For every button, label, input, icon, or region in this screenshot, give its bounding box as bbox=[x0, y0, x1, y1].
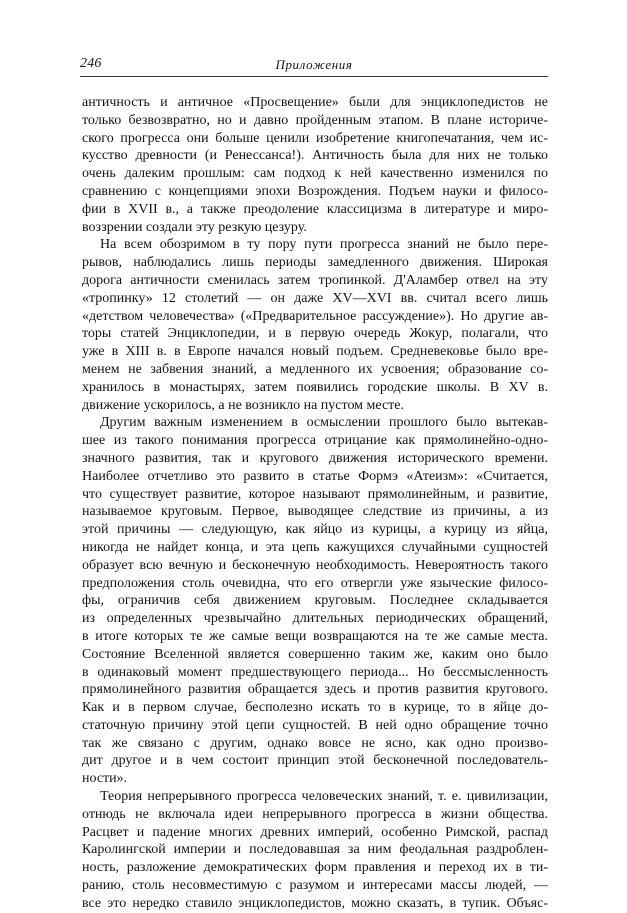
page-number: 246 bbox=[80, 56, 102, 71]
text-line: «тропинку» 12 столетий — он даже XV—XVI вв. считал всего лишь bbox=[82, 290, 548, 306]
text-line: Другим важным изменением в осмыслении прошлого было вытекав- bbox=[100, 415, 548, 431]
text-line: кусство древности (и Ренессанса!). Античность была для них не только bbox=[82, 148, 548, 164]
header-rule bbox=[80, 76, 548, 77]
text-line: в итоге которых те же самые вещи возвращаются на те же самые места. bbox=[82, 628, 548, 644]
text-line: рывов, наблюдались лишь периоды замедленного движения. Широкая bbox=[82, 255, 548, 271]
text-line: только безвозвратно, но и давно пройденным этапом. В плане историче- bbox=[82, 112, 548, 128]
text-line: воззрении создали эту резкую цезуру. bbox=[82, 219, 307, 235]
text-line: Расцвет и падение многих древних империй, особенно Римской, распад bbox=[82, 824, 548, 840]
text-line: сравнению с концепциями эпохи Возрождения. Подъем науки и филосо- bbox=[82, 183, 548, 199]
text-line: в одинаковый момент предшествующего периода... Но бессмысленность bbox=[82, 664, 548, 680]
text-line: называемое круговым. Первое, выводящее следствие из причины, а из bbox=[82, 504, 548, 520]
text-line: отнюдь не включала идеи непрерывного прогресса в жизни общества. bbox=[82, 806, 548, 822]
section-title: Приложения bbox=[275, 57, 353, 72]
text-line: фы, ограничив себя движением круговым. Последнее складывается bbox=[82, 593, 548, 609]
text-line: «детством человечества» («Предварительное рассуждение»). Но другие ав- bbox=[82, 308, 548, 324]
text-line: никогда не найдет конца, и эта цепь кажущихся случайными сущностей bbox=[82, 539, 548, 555]
text-line: Состояние Вселенной является совершенно таким же, каким оно было bbox=[82, 646, 548, 662]
text-line: этой причины — следующую, как яйцо из курицы, а курицу из яйца, bbox=[82, 522, 548, 538]
text-line: Как и в первом случае, бесполезно искать то в курице, то в яйце до- bbox=[82, 700, 548, 716]
text-line: образует всю вечную и бесконечную необходимость. Невероятность такого bbox=[82, 557, 548, 573]
text-line: из определенных чрезвычайно длительных периодических обращений, bbox=[82, 611, 548, 627]
text-line: уже в XIII в. в Европе начался новый подъем. Средневековье было вре- bbox=[82, 344, 548, 360]
text-line: Каролингской империи и последовавшая за ним феодальная раздроблен- bbox=[82, 842, 548, 858]
text-line: хранилось в монастырях, затем появились городские школы. В XV в. bbox=[82, 379, 548, 395]
text-line: фии в XVII в., а также преодоление классицизма в литературе и миро- bbox=[82, 201, 548, 217]
text-line: все это нередко ставило энциклопедистов, можно сказать, в тупик. Объяс- bbox=[82, 895, 548, 911]
text-line: дит другое и в чем состоит принцип этой бесконечной последователь- bbox=[82, 753, 548, 769]
text-line: ность, разложение демократических форм правления и переход их в ти- bbox=[82, 860, 548, 876]
text-line: значного развития, так и кругового движения исторического времени. bbox=[82, 450, 548, 466]
text-line: шее из такого понимания прогресса отрицание как прямолинейно-одно- bbox=[82, 433, 548, 449]
text-line: очень далеким прошлым: сам подход к ней качественно изменился по bbox=[82, 166, 548, 182]
text-line: прямолинейного развития обращается здесь и против развития кругового. bbox=[82, 682, 548, 698]
text-line: ского прогресса они больше ценили изобретение книгопечатания, чем ис- bbox=[82, 130, 548, 146]
text-line: ранию, столь несовместимую с разумом и интересами массы людей, — bbox=[82, 878, 548, 894]
text-line: движение ускорилось, а не возникло на пустом месте. bbox=[82, 397, 404, 413]
text-line: дорога античности сменилась затем тропинкой. Д'Аламбер отвел на эту bbox=[82, 272, 548, 288]
text-line: Наиболее отчетливо это развито в статье Формэ «Атеизм»: «Считается, bbox=[82, 468, 548, 484]
text-line: предположения столь очевидна, что его отвергли уже языческие филосо- bbox=[82, 575, 548, 591]
text-line: ности». bbox=[82, 771, 128, 787]
running-head bbox=[80, 56, 548, 74]
text-line: статочную причину этой цепи сущностей. В ней одно обращение точно bbox=[82, 717, 548, 733]
text-line: что существует развитие, которое называют прямолинейным, и развитие, bbox=[82, 486, 548, 502]
body-text bbox=[82, 94, 548, 913]
text-line: На всем обозримом в ту пору пути прогресса знаний не было пере- bbox=[100, 237, 548, 253]
text-line: античность и античное «Просвещение» были для энциклопедистов не bbox=[82, 95, 548, 110]
text-line: Теория непрерывного прогресса человеческих знаний, т. е. цивилизации, bbox=[100, 789, 548, 805]
text-line: так же связано с другим, однако вовсе не ясно, как одно произво- bbox=[82, 735, 548, 751]
text-line: менем не забвения знаний, а медленного их усвоения; образование со- bbox=[82, 361, 548, 377]
text-line: торы статей Энциклопедии, и в первую очередь Жокур, полагали, что bbox=[82, 326, 548, 342]
